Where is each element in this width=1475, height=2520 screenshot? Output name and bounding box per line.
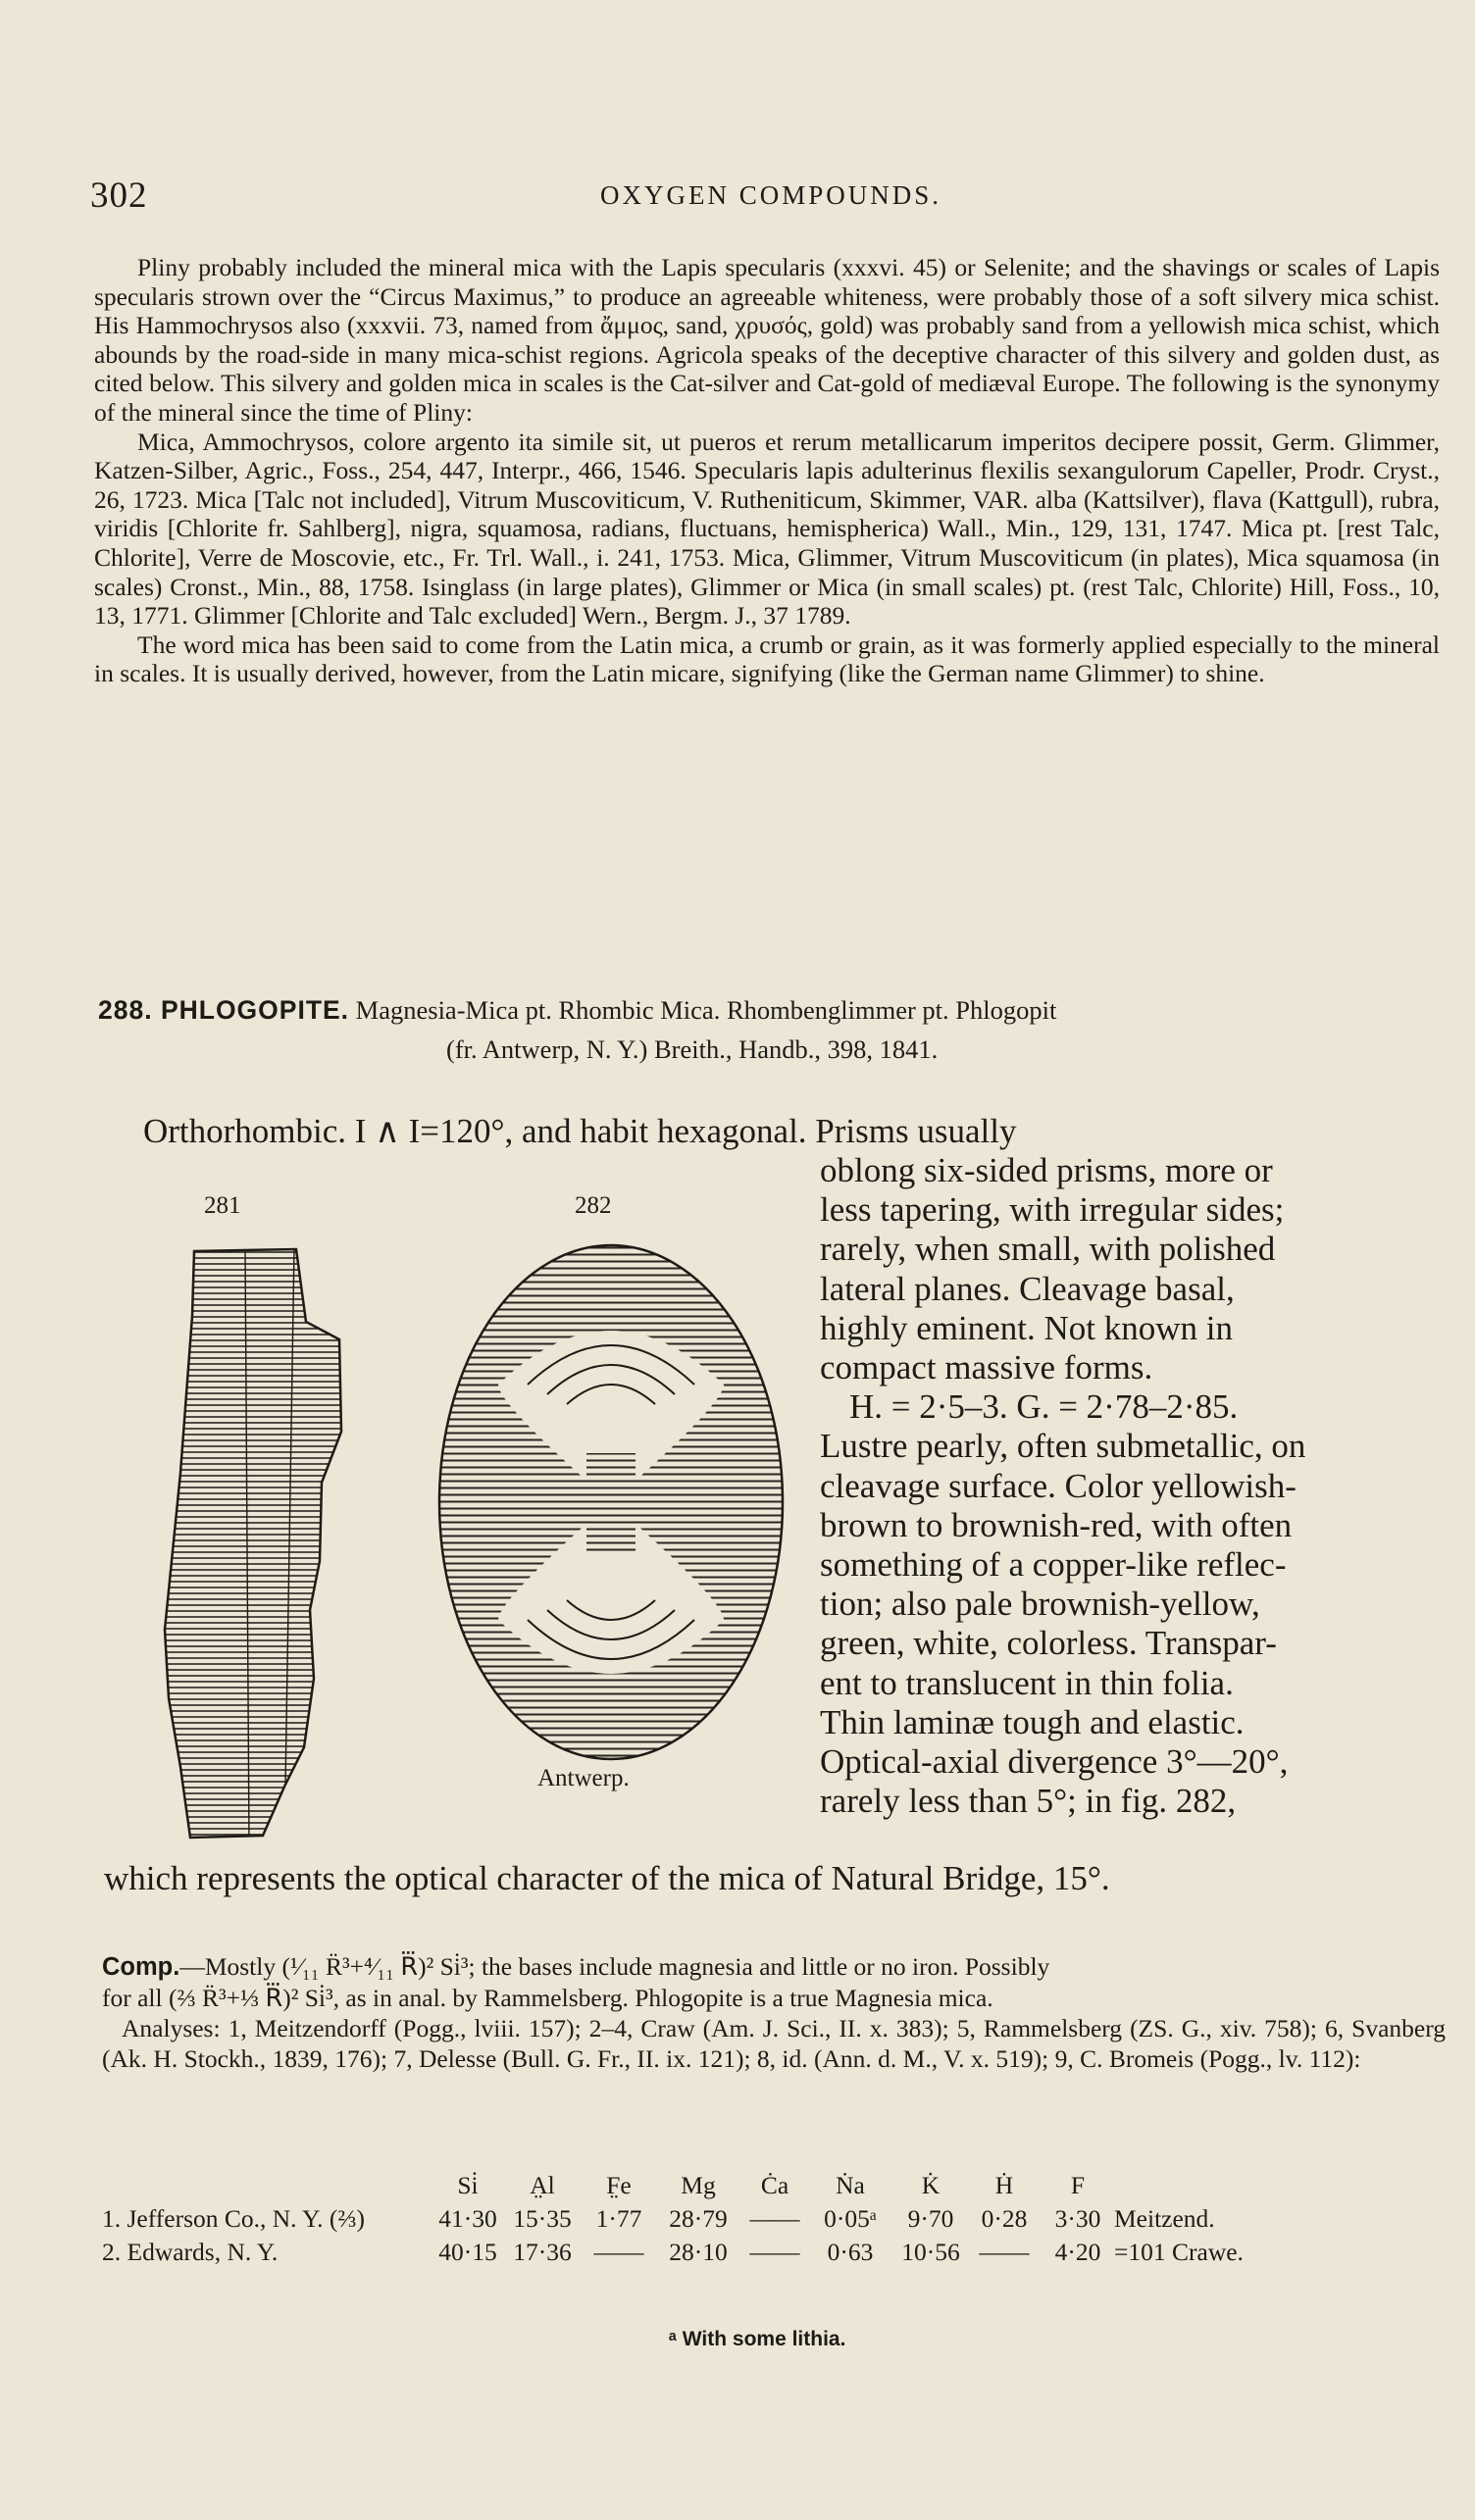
analysis-total: =101 Crawe. [1114, 2238, 1244, 2266]
analysis-value: 40·15 [438, 2238, 497, 2266]
description-line: highly eminent. Not known in [820, 1308, 1233, 1347]
analysis-value: 9·70 [907, 2204, 954, 2233]
description-line: Lustre pearly, often submetallic, on [820, 1427, 1306, 1466]
analysis-value: 10·56 [901, 2238, 960, 2266]
analysis-value: —— [593, 2238, 644, 2266]
table-footnote: ᵃ With some lithia. [669, 2328, 846, 2350]
intro-paragraph-1: Pliny probably included the mineral mica with the Lapis specularis (xxxvi. 45) or Selenite; and the shavings or scales of Lapis specularis strown over the “Circus Maximus,” to produce an agreeable whiteness, were probably those of a soft silvery mica schist. His Hammochrysos also (xxxvii. 73, named from ἄμμος, sand, χρυσός, gold) was probably sand from a yellowish mica schist, which abounds by the road-side in many mica-schist regions. Agricola speaks of the deceptive character of this silvery and golden dust, as cited below. This silvery and golden mica in scales is the Cat-silver and Cat-gold of mediæval Europe. The following is the synonymy of the mineral since the time of Pliny: [94, 253, 1440, 427]
description-line: lateral planes. Cleavage basal, [820, 1269, 1235, 1308]
composition-line-2: for all (⅔ R̈³+⅓ R⃛)² Si̇³, as in anal. by Rammelsberg. Phlogopite is a true Magnesia mica. [102, 1984, 993, 2012]
page-header [90, 175, 1444, 214]
description-line: ent to translucent in thin folia. [820, 1663, 1234, 1702]
col-al: A̤l [530, 2171, 555, 2199]
description-line: less tapering, with irregular sides; [820, 1190, 1285, 1230]
col-f: F [1070, 2171, 1086, 2199]
intro-text [94, 253, 1440, 688]
description-line: brown to brownish-red, with often [820, 1505, 1293, 1544]
description-line: cleavage surface. Color yellowish- [820, 1466, 1297, 1505]
analysis-value: 17·36 [513, 2238, 572, 2266]
analysis-value: 0·63 [827, 2238, 874, 2266]
section-synonyms-1: Magnesia-Mica pt. Rhombic Mica. Rhombenglimmer pt. Phlogopit [355, 995, 1057, 1025]
composition-line-1 [102, 1951, 1446, 1983]
col-h: Ḣ [994, 2171, 1014, 2199]
description-line: Thin laminæ tough and elastic. [820, 1702, 1245, 1741]
description-line: oblong six-sided prisms, more or [820, 1151, 1273, 1189]
composition-formula-1: —Mostly (¹⁄₁₁ R̈³+⁴⁄₁₁ R⃛)² Si̇³; the bases include magnesia and little or no iron. Possibly [179, 1952, 1050, 1981]
section-heading [98, 990, 1451, 1069]
analysis-value: 0·28 [981, 2204, 1028, 2233]
description-line: Optical-axial divergence 3°—20°, [820, 1742, 1289, 1782]
analysis-value: 28·10 [669, 2238, 728, 2266]
running-title: OXYGEN COMPOUNDS. [600, 180, 942, 210]
analysis-header-row [102, 2169, 1261, 2202]
analysis-table [102, 2169, 1261, 2269]
figure-282-label: 282 [575, 1192, 612, 1219]
col-mg: Mg [681, 2171, 716, 2199]
analysis-row [102, 2202, 1261, 2236]
description-line: green, white, colorless. Transpar- [820, 1624, 1277, 1663]
analysis-value: 4·20 [1054, 2238, 1101, 2266]
composition-lead: Comp. [102, 1953, 180, 1981]
col-k: K̇ [921, 2171, 941, 2199]
composition [102, 1951, 1446, 2074]
col-na: Ṅa [836, 2171, 865, 2199]
analysis-row [102, 2236, 1261, 2269]
description-line: tion; also pale brownish-yellow, [820, 1585, 1260, 1624]
analysis-row-label: 1. Jefferson Co., N. Y. (⅔) [102, 2204, 365, 2233]
analysis-value: 1·77 [595, 2204, 642, 2233]
description-line: rarely less than 5°; in fig. 282, [820, 1782, 1237, 1821]
figure-282-caption: Antwerp. [537, 1765, 630, 1791]
analysis-value: 3·30 [1054, 2204, 1101, 2233]
intro-paragraph-2: Mica, Ammochrysos, colore argento ita simile sit, ut pueros et rerum metallicarum imperitos decipere possit, Germ. Glimmer, Katzen-Silber, Agric., Foss., 254, 447, Interpr., 466, 1546. Specularis lapis adulterinus flexilis sexangulorum Capeller, Prodr. Cryst., 26, 1723. Mica [Talc not included], Vitrum Muscoviticum, V. Rutheniticum, Skimmer, VAR. alba (Kattsilver), flava (Kattgull), rubra, viridis [Chlorite fr. Sahlberg], nigra, squamosa, radians, fluctuans, hemispherica) Wall., Min., 129, 131, 1747. Mica pt. [rest Talc, Chlorite], Verre de Moscovie, etc., Fr. Trl. Wall., i. 241, 1753. Mica, Glimmer, Vitrum Muscoviticum (in plates), Mica squamosa (in scales) Cronst., Min., 88, 1758. Isinglass (in large plates), Glimmer or Mica (in small scales) pt. (rest Talc, Chlorite) Hill, Foss., 10, 13, 1771. Glimmer [Chlorite and Talc excluded] Wern., Bergm. J., 37 1789. [94, 427, 1440, 630]
description-line: H. = 2·5–3. G. = 2·78–2·85. [849, 1387, 1239, 1427]
analysis-total: Meitzend. [1114, 2204, 1215, 2233]
analysis-value: —— [749, 2238, 800, 2266]
description-column [820, 1151, 1438, 1821]
figure-282-interference [430, 1237, 792, 1767]
description-line: something of a copper-like reflec- [820, 1545, 1287, 1585]
analysis-value: 0·05ᵃ [824, 2204, 877, 2233]
section-line-1 [98, 990, 1451, 1030]
analysis-value: —— [979, 2238, 1030, 2266]
description-line: rarely, when small, with polished [820, 1230, 1276, 1269]
description-line: compact massive forms. [820, 1348, 1153, 1387]
section-synonyms-2: (fr. Antwerp, N. Y.) Breith., Handb., 398, 1841. [446, 1034, 939, 1064]
description-last-line: which represents the optical character of the mica of Natural Bridge, 15°. [104, 1859, 1110, 1897]
analysis-value: 15·35 [513, 2204, 572, 2233]
col-ca: Ċa [760, 2171, 789, 2199]
analysis-value: —— [749, 2204, 800, 2233]
col-fe: F̤e [606, 2171, 632, 2199]
analysis-value: 41·30 [438, 2204, 497, 2233]
figure-281-label: 281 [204, 1192, 241, 1219]
analysis-row-label: 2. Edwards, N. Y. [102, 2238, 279, 2266]
section-title: 288. PHLOGOPITE. [98, 995, 350, 1025]
description-first-line: Orthorhombic. I ∧ I=120°, and habit hexagonal. Prisms usually [143, 1112, 1017, 1150]
page-number: 302 [90, 176, 148, 216]
analyses-list: Analyses: 1, Meitzendorff (Pogg., lviii. 157); 2–4, Craw (Am. J. Sci., II. x. 383); 5, Rammelsberg (ZS. G., xiv. 758); 6, Svanberg (Ak. H. Stockh., 1839, 176); 7, Delesse (Bull. G. Fr., II. ix. 121); 8, id. (Ann. d. M., V. x. 519); 9, C. Bromeis (Pogg., lv. 112): [102, 2014, 1446, 2073]
col-si: Si̇ [457, 2171, 479, 2199]
intro-paragraph-3: The word mica has been said to come from the Latin mica, a crumb or grain, as it was formerly applied especially to the mineral in scales. It is usually derived, however, from the Latin micare, signifying (like the German name Glimmer) to shine. [94, 630, 1440, 688]
analysis-value: 28·79 [669, 2204, 728, 2233]
figure-281-prism [147, 1237, 382, 1845]
